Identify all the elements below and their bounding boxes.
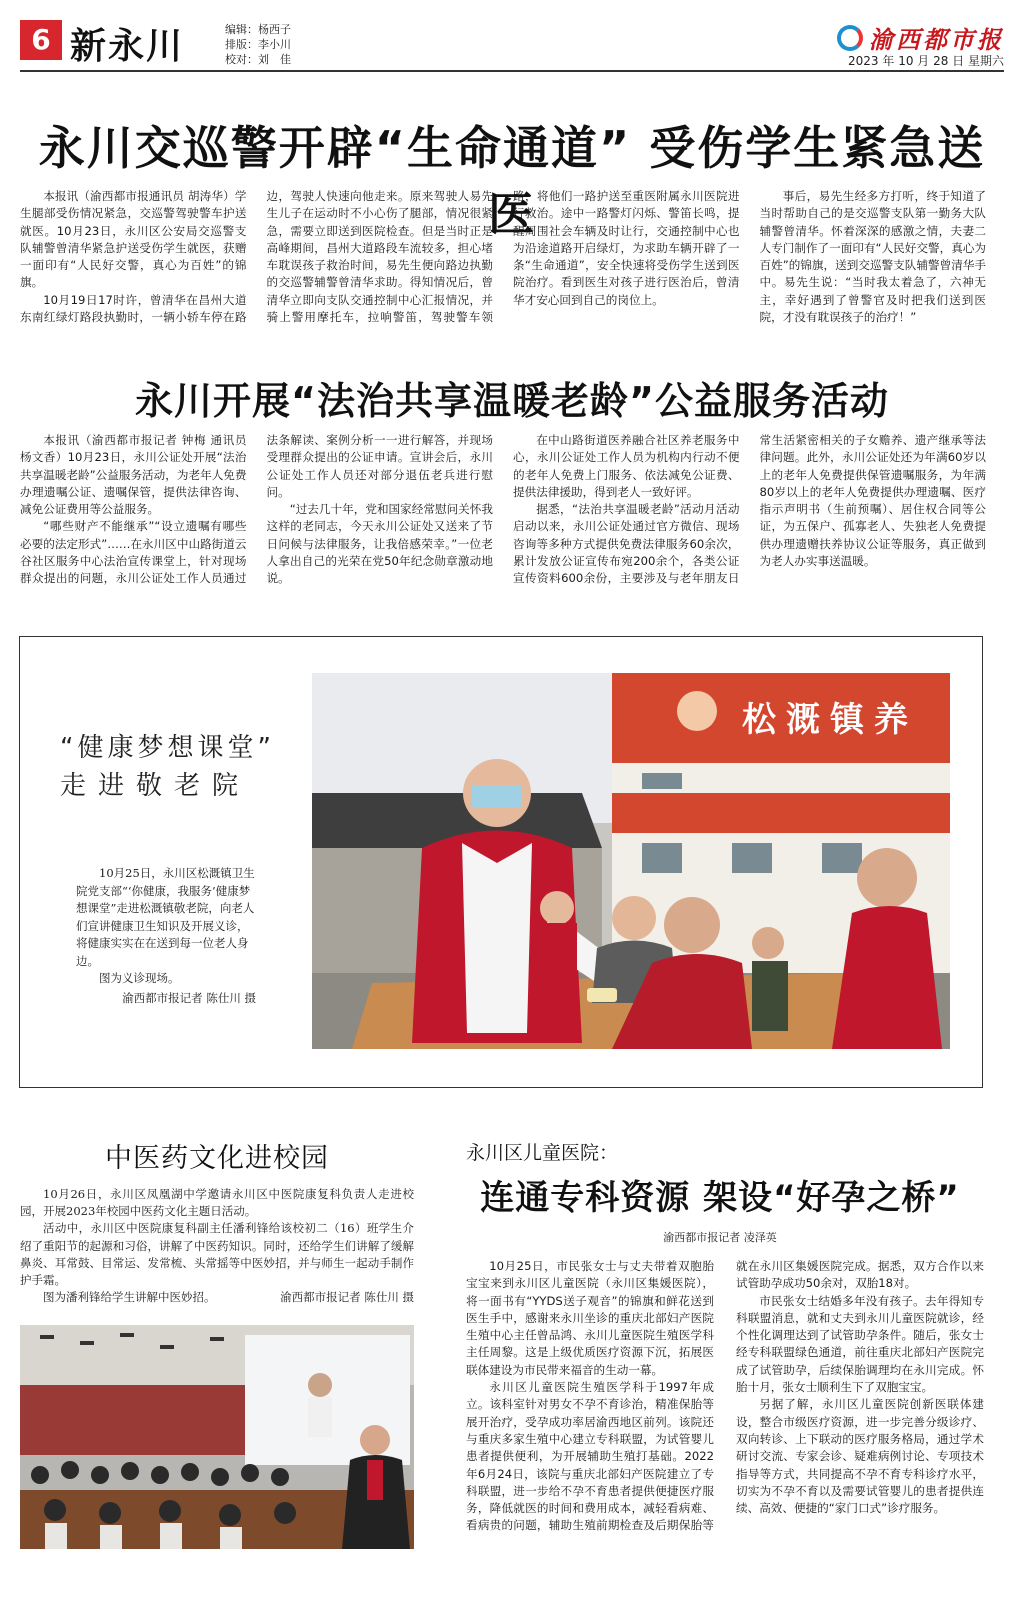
story2-paragraph: 本报讯（渝西都市报记者 钟梅 通讯员 杨文香）10月23日，永川公证处开展“法治共享温暖老龄”公益服务活动，为老年人免费办理遗嘱公证、遗嘱保管，提供法律咨询、减免公证费用等公益服务。	[20, 433, 247, 517]
story4-paragraph: 另据了解，永川区儿童医院创新医联体建设，整合市级医疗资源，进一步完善分级诊疗、双向转诊、上下联动的医疗服务格局，通过学术研讨交流、专家会诊、疑难病例讨论、专项技术指导等方式，共同提高不孕不育专科诊疗水平，切实为不孕不育以及需要试管婴儿的患者提供连续、高效、便捷的“家门口式”诊疗服务。	[736, 1397, 984, 1516]
logo-icon	[837, 25, 863, 51]
story3-paragraph: 活动中，永川区中医院康复科副主任潘利锋给该校初二（16）班学生介绍了重阳节的起源和习俗，讲解了中医药知识。同时，还给学生们讲解了缓解鼻炎、耳常鼓、目常运、发常梳、头常摇等中医妙招，并与师生一起动手制作护手霜。	[20, 1221, 414, 1288]
story3-photo-credit: 渝西都市报记者 陈仕川 摄	[280, 1290, 414, 1305]
feature-caption-text: 10月25日，永川区松溉镇卫生院党支部“‘你健康，我服务’健康梦想课堂”走进松溉镇敬老院，向老人们宣讲健康卫生知识及开展义诊，将健康实实在在送到每一位老人身边。	[76, 866, 255, 968]
story3-caption-row	[20, 1289, 414, 1306]
classroom-photo-illustration	[20, 1325, 414, 1549]
feature-title-line2: 走进敬老院	[60, 771, 251, 801]
masthead	[20, 20, 1004, 72]
story4-kicker: 永川区儿童医院：	[466, 1142, 619, 1164]
story3-caption: 图为潘利锋给学生讲解中医妙招。	[43, 1290, 216, 1305]
feature-title-line1: “健康梦想课堂”	[60, 733, 275, 763]
clinic-photo-illustration	[312, 673, 950, 1049]
story2-paragraph: “过去几十年，党和国家经常慰问关怀我这样的老同志，今天永川公证处又送来了节日问候与法律服务，让我倍感荣幸。”一位老人拿出自己的光荣在党50年纪念勋章激动地说。	[266, 502, 493, 586]
story3-paragraph: 10月26日，永川区凤凰湖中学邀请永川区中医院康复科负责人走进校园，开展2023年校园中医药文化主题日活动。	[20, 1187, 414, 1219]
story1-paragraph: 事后，易先生经多方打听，终于知道了当时帮助自己的是交巡警支队第一勤务大队辅警曾清华。怀着深深的感激之情，夫妻二人专门制作了一面印有“人民好交警，真心为百姓”的锦旗，送到交巡警支队辅警曾清华手中。易先生说：“当时我太着急了，六神无主，幸好遇到了曾警官及时把我们送到医院，才没有耽误孩子的治疗！”	[759, 189, 986, 325]
story4-headline: 连通专科资源 架设“好孕之桥”	[480, 1178, 960, 1218]
newspaper-name: 渝西都市报	[869, 25, 1004, 54]
editor-credits	[225, 22, 291, 67]
building-sign: 松溉镇养	[742, 700, 918, 740]
story4-paragraph: 市民张女士结婚多年没有孩子。去年得知专科联盟消息，就和丈夫到永川儿童医院就诊，经个性化调理达到了试管助孕条件。随后，张女士经专科联盟绿色通道，前往重庆北部妇产医院完成了试管助孕，后续保胎调理均在永川完成。怀胎十月，张女士顺利生下了双胞宝宝。	[736, 1293, 984, 1395]
story1-paragraph: 10月19日17时许，曾清华在昌州大道东南红绿灯路段执勤时，一辆小轿车停在路边，驾驶人快速向他走来。原来驾驶人易先生儿子在运动时不小心伤了腿部，情况很紧急，需要立即送到医院检查。但是当时正是高峰期间，昌州大道路段车流较多，担心堵车耽误孩子救治时间，易先生便向路边执勤的交巡警辅警曾清华求助。得知情况后，曾清华立即向支队交通控制中心汇报情况，并骑上警用摩托车，拉响警笛，驾驶警车领路，将他们一路护送至重医附属永川医院进行救治。途中一路警灯闪烁、警笛长鸣，提醒周围社会车辆及时让行，交通控制中心也为沿途道路开启绿灯，为求助车辆开辟了一条“生命通道”，安全快速将受伤学生送到医院治疗。看到医生对孩子进行医治后，曾清华才安心回到自己的岗位上。	[20, 189, 740, 325]
classroom-photo	[20, 1325, 414, 1549]
issue-date: 2023 年 10 月 28 日 星期六	[848, 54, 1004, 68]
story2-paragraph: 在中山路街道医养融合社区养老服务中心，永川公证处工作人员为机构内行动不便的老年人免费上门服务、依法减免公证费、提供法律援助，得到老人一致好评。	[513, 433, 740, 499]
story4-paragraph: 10月25日，市民张女士与丈夫带着双胞胎宝宝来到永川区儿童医院（永川区集媛医院），将一面书有“YYDS送子观音”的锦旗和鲜花送到医生手中，感谢来永川坐诊的重庆北部妇产医院生殖中心主任曾品鸿、永川儿童医院生殖医学科主任周黎。这是上级优质医疗资源下沉，拓展医联体建设为市民带来福音的生动一幕。	[466, 1259, 714, 1377]
story4-byline: 渝西都市报记者 凌泽英	[663, 1231, 777, 1244]
story2-paragraph: “哪些财产不能继承”“设立遗嘱有哪些必要的法定形式”……在永川区中山路街道云谷社区服务中心法治宣传课堂上，针对现场群众提出的问题，永川公证处工作人员通过法条解读、案例分析一一进行解答，并现场受理群众提出的公证申请。宣讲会后，永川公证处工作人员还对部分退伍老兵进行慰问。	[20, 433, 493, 586]
story2-headline: 永川开展“法治共享温暖老龄”公益服务活动	[135, 379, 889, 423]
feature-photo-credit: 渝西都市报记者 陈仕川 摄	[122, 990, 256, 1005]
story1-paragraph: 本报讯（渝西都市报通讯员 胡涛华）学生腿部受伤情况紧急，交巡警驾驶警车护送就医。10月23日，永川区公安局交巡警支队辅警曾清华紧急护送受伤学生就医，获赠一面印有“人民好交警，真心为百姓”的锦旗。	[20, 189, 247, 290]
story3-body	[20, 1186, 414, 1306]
photo-feature-box	[19, 636, 983, 1088]
layout-credit: 排版：李小川	[225, 38, 291, 51]
story4-body	[466, 1258, 984, 1552]
clinic-photo	[312, 673, 950, 1049]
story1-body	[20, 188, 986, 328]
page-number: 6	[20, 20, 62, 60]
proofread-credit: 校对：刘 佳	[225, 53, 291, 66]
feature-caption-text2: 图为义诊现场。	[99, 971, 180, 985]
newspaper-logo	[837, 20, 1004, 55]
story2-paragraph: 据悉，“法治共享温暖老龄”活动月活动启动以来，永川公证处通过官方微信、现场咨询等多种方式提供免费法律服务60余次，累计发放公证宣传布宛200余个，各类公证宣传资料600余份，主要涉及与老年朋友日常生活紧密相关的子女赡养、遗产继承等法律问题。此外，永川公证处还为年满60岁以上的老年人免费提供保管遗嘱服务，为年满80岁以上的老年人免费提供办理遗嘱、医疗指示声明书（生前预嘱）、居住权合同等公证，为五保户、孤寡老人、失独老人免费提供办理遗赠扶养协议公证等服务，真正做到为老人办实事送温暖。	[513, 433, 986, 586]
feature-title	[60, 729, 275, 805]
section-title: 新永川	[70, 25, 185, 67]
story3-headline: 中医药文化进校园	[105, 1143, 329, 1174]
story1-headline: 永川交巡警开辟“生命通道” 受伤学生紧急送医	[38, 121, 986, 241]
editor-credit: 编辑：杨西子	[225, 23, 291, 36]
story2-body	[20, 432, 986, 590]
story4-paragraph: 永川区儿童医院生殖医学科于1997年成立。该科室针对男女不孕不育诊治，精准保胎等展开治疗，受孕成功率居渝西地区前列。该院还与重庆多家生殖中心建立专科联盟，为试管婴儿患者提供便利，为开展辅助生殖打基础。2022年6月24日，该院与重庆北部妇产医院建立了专科联盟，进一步给不孕不育患者提供便捷医疗服务，降低就医的时间和费用成本，减轻看病难、看病贵的问题，辅助生殖前期检查及后期保胎等就在永川区集媛医院完成。据悉，双方合作以来试管助孕成功50余对，双胎18对。	[466, 1259, 984, 1533]
feature-caption	[76, 865, 256, 1007]
